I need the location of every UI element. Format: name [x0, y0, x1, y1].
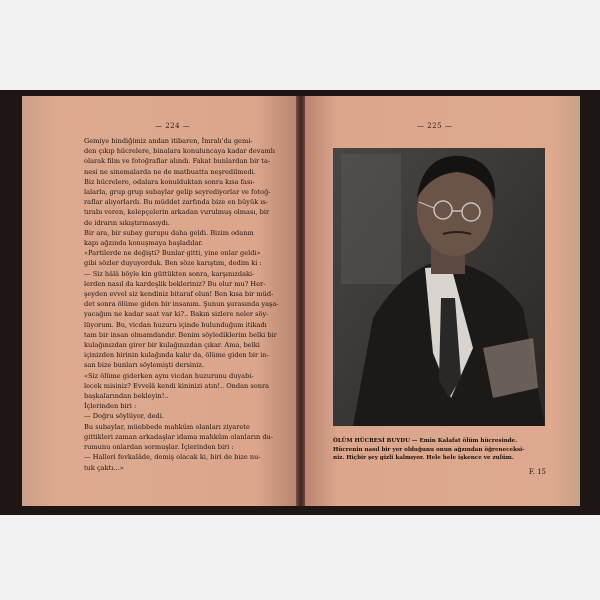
page-number-left: — 224 — — [155, 122, 191, 130]
text-line: lecek misiniz? Evvelâ kendi kininizi atın!.. Ondan sonra — [84, 381, 270, 390]
text-line: şeyden evvel siz kendiniz bitaraf olun! Ben kısa bir müd- — [84, 290, 274, 299]
portrait-photo — [333, 148, 545, 426]
text-line: içinizden birinin kulağında kalır da, ölüme giden bir in- — [84, 351, 269, 360]
text-line: — Siz hâlâ böyle kin güttükten sonra, karşınızdaki- — [84, 269, 255, 278]
text-line: başkalarından bekleyin!.. — [84, 392, 169, 401]
caption-line: niz. Hiçbir şey gizli kalmıyor. Hele hele işkence ve zulüm. — [333, 455, 514, 462]
text-line: tam bir insan olmamdandır. Benim söylediklerim belki bir — [84, 330, 277, 339]
text-line: gibi sözler duyuyorduk. Ben söze karıştım, dedim ki : — [84, 259, 262, 268]
photo-caption — [333, 437, 551, 463]
text-line: kulağınızdan girer bir kulağınızdan çıkar. Ama, belki — [84, 341, 260, 350]
text-line: lalarla, grup grup subaylar gelip seyrediyorlar ve fotoğ- — [84, 188, 271, 197]
text-line: yacağım ne kadar saat var ki?.. Bakın sizlere neler söy- — [84, 310, 269, 319]
page-number-right: — 225 — — [417, 122, 453, 130]
caption-line: Hücrenin nasıl bir yer olduğunu onun ağzından öğreneceksi- — [333, 446, 525, 453]
text-line: gittikleri zaman arkadaşlar idama mahkûm olanların du- — [84, 432, 274, 441]
text-line: Gemiye bindiğimiz andan itibaren, İmralı'da gemi- — [84, 137, 253, 145]
text-line: «Partilerde ne değişti? Bunlar gitti, yine onlar geldi» — [84, 249, 261, 258]
text-line: İçlerinden biri : — [84, 402, 137, 411]
text-line: olarak film ve fotoğraflar alındı. Fakat bunlardan bir ta- — [84, 157, 271, 166]
signature-mark: F. 15 — [528, 468, 546, 476]
text-line: kapı ağzında konuşmaya başladılar. — [84, 239, 203, 248]
text-line: den çıkıp hücrelere, binalara konuluncaya kadar devamlı — [84, 147, 275, 156]
text-line: «Siz ölüme giderken aynı vicdan huzurunu duyabi- — [84, 371, 254, 380]
portrait-illustration — [333, 148, 545, 426]
text-line: Biz hücrelere, odalara konulduktan sonra kısa fası- — [84, 177, 255, 186]
right-page — [305, 96, 580, 506]
text-line: lüyorum. Bu, vicdan huzuru içinde bulunduğum itikadı — [84, 320, 267, 329]
text-line: — Halleri fevkalâde, demiş olacak ki, biri de bize nu- — [84, 453, 261, 462]
open-book — [0, 90, 600, 515]
text-line: san bize bunları söylemişti dersiniz. — [84, 361, 204, 370]
text-line: tuk çaktı...» — [84, 463, 124, 472]
caption-line: ÖLÜM HÜCRESİ BUYDU — Emin Kalafat ölüm hücresinde. — [333, 438, 518, 444]
text-line: tırabı veren, kelepçelerin arkadan vurulmuş olması, bir — [84, 208, 270, 217]
text-line: Bu subaylar, müebbede mahkûm olanları ziyarete — [84, 422, 250, 431]
left-page-text — [84, 136, 294, 473]
text-line: det sonra ölüme giden bir insanım. Şunun şurasında yaşa- — [84, 300, 279, 309]
text-line: rumunu onlardan sormuşlar. İçlerinden biri : — [84, 443, 234, 452]
left-page — [22, 96, 297, 506]
text-line: Bir ara, bir subay gurupu daha geldi. Bizim odanın — [84, 228, 254, 237]
text-line: lerden nasıl da kardeşlik bekleriniz? Bu olur mu? Her- — [84, 279, 266, 288]
text-line: — Doğru söylüyor, dedi. — [84, 412, 164, 421]
text-line: nesi ne sinemalarda ne de matbuatta neşredilmedi. — [84, 167, 256, 176]
text-line: de idrarın sıkıştırmasıydı. — [84, 218, 170, 227]
text-line: raflar alıyorlardı. Bu müddet zarfında bize en büyük ıs- — [84, 198, 269, 207]
